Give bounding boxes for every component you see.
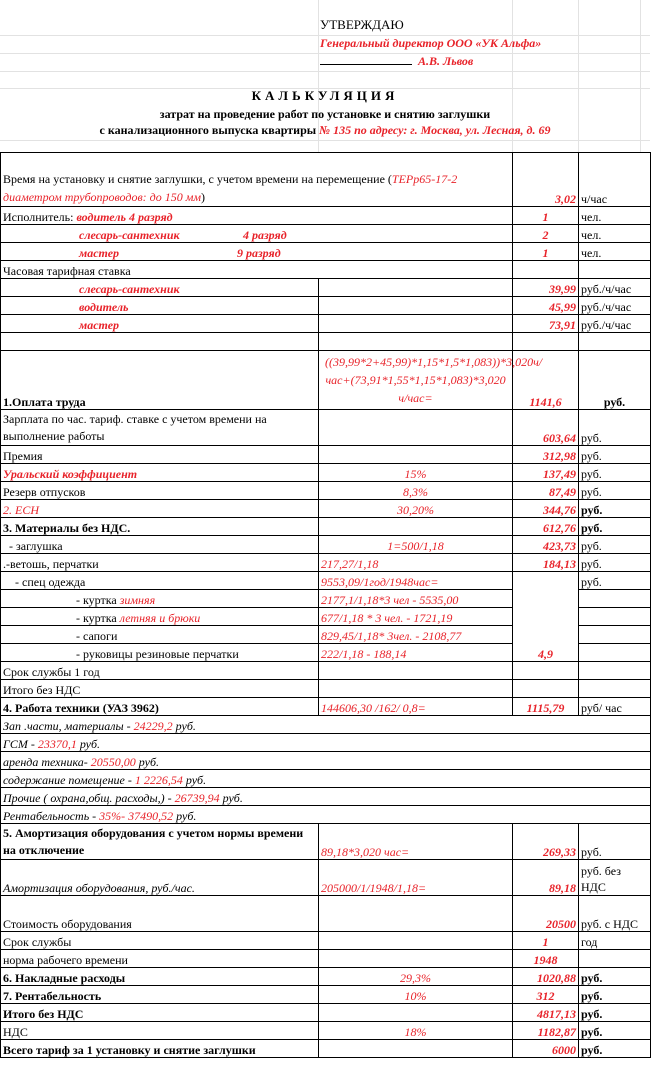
rate-driver-value: 45,99 (513, 297, 579, 315)
empty-cell (319, 297, 513, 315)
winter-jacket-prefix: - куртка (76, 593, 120, 607)
empty-cell (319, 680, 513, 698)
empty-cell (319, 518, 513, 536)
subtotal-label: Итого без НДС (1, 680, 319, 698)
executor-master-cell (1, 243, 513, 261)
empty-cell (319, 279, 513, 297)
table-row (1, 1022, 651, 1040)
plug-formula: 1=500/1,18 (319, 536, 513, 554)
unit-rub: руб. (579, 446, 651, 464)
service-life-label: Срок службы 1 год (1, 662, 319, 680)
table-row (1, 536, 651, 554)
unit-people: чел. (579, 207, 651, 225)
rate-label: Часовая тарифная ставка (1, 261, 513, 279)
unit-rub: руб. (579, 572, 651, 590)
gsm-line (1, 734, 651, 752)
equip-life-unit: год (579, 932, 651, 950)
machinery-unit: руб/ час (579, 698, 651, 716)
grand-total-value: 6000 (513, 1040, 579, 1058)
workwear-formula: 9553,09/1год/1948час= (319, 572, 513, 590)
boots-formula: 829,45/1,18* 3чел. - 2108,77 (319, 626, 513, 644)
empty-cell (319, 1040, 513, 1058)
gsm-label: ГСМ - (3, 737, 38, 751)
table-row (1, 500, 651, 518)
document-subtitle: затрат на проведение работ по установке и снятию заглушки (159, 107, 491, 121)
approval-signature (320, 52, 541, 70)
table-row (1, 896, 651, 932)
amort-rate-label: Амортизация оборудования, руб./час. (1, 860, 319, 896)
empty-cell (579, 626, 651, 644)
rent-value: 20550,00 (90, 755, 136, 769)
machinery-value: 1115,79 (513, 698, 579, 716)
other-line (1, 788, 651, 806)
equip-life-value: 1 (513, 932, 579, 950)
winter-jacket-label (1, 590, 319, 608)
time-close: ) (201, 190, 206, 204)
rate-master-value: 73,91 (513, 315, 579, 333)
executor-plumber-qty: 2 (513, 225, 579, 243)
table-row (1, 464, 651, 482)
unit-rub: руб. (579, 536, 651, 554)
executor-master: мастер (79, 246, 120, 260)
parts-line (1, 716, 651, 734)
table-row (1, 788, 651, 806)
table-row (1, 279, 651, 297)
machinery-formula: 144606,30 /162/ 0,8= (319, 698, 513, 716)
table-row (1, 734, 651, 752)
address-text: № 135 по адресу: г. Москва, ул. Лесная, д. 69 (319, 123, 551, 137)
esn-value: 344,76 (513, 500, 579, 518)
table-row (1, 225, 651, 243)
premises-label: содержание помещение - (3, 773, 135, 787)
empty-cell (513, 333, 579, 351)
rags-label: .-ветошь, перчатки (1, 554, 319, 572)
empty-cell (319, 315, 513, 333)
profit-label: Рентабельность - (3, 809, 100, 823)
plug-value: 423,73 (513, 536, 579, 554)
esn-percent: 30,20% (319, 500, 513, 518)
equip-cost-unit: руб. с НДС (579, 896, 651, 932)
pay-label: 1.Оплата труда (1, 351, 319, 410)
vacation-percent: 8,3% (319, 482, 513, 500)
executor-master-rank: 9 разряд (237, 246, 281, 260)
amort-formula: 89,18*3,020 час= (319, 824, 513, 860)
equip-life-label: Срок службы (1, 932, 319, 950)
table-row (1, 716, 651, 734)
table-row (1, 860, 651, 896)
unit-rub: руб. (579, 824, 651, 860)
equip-cost-label: Стоимость оборудования (1, 896, 319, 932)
document-title: КАЛЬКУЛЯЦИЯ (251, 88, 399, 103)
executor-plumber-cell (1, 225, 513, 243)
executor-plumber: слесарь-сантехник (79, 228, 180, 242)
table-row (1, 297, 651, 315)
other-label: Прочие ( охрана,общ. расходы,) - (3, 791, 175, 805)
approval-block (320, 16, 541, 70)
table-row (1, 315, 651, 333)
ural-label: Уральский коэффициент (1, 464, 319, 482)
executor-driver-qty: 1 (513, 207, 579, 225)
ural-value: 137,49 (513, 464, 579, 482)
table-row (1, 207, 651, 225)
empty-cell (319, 333, 513, 351)
empty-cell (319, 1004, 513, 1022)
summer-jacket-label (1, 608, 319, 626)
winter-jacket-type: зимняя (119, 593, 156, 607)
table-row (1, 770, 651, 788)
winter-jacket-formula: 2177,1/1,18*3 чел - 5535,00 (319, 590, 513, 608)
executor-plumber-rank: 4 разряд (243, 228, 287, 242)
unit-rub: руб. (579, 518, 651, 536)
table-row (1, 1040, 651, 1058)
profitability-value: 312 (513, 986, 579, 1004)
unit-rub: руб. (138, 755, 159, 769)
unit-rub: руб. (579, 464, 651, 482)
gridline (0, 140, 650, 141)
empty-cell (319, 896, 513, 932)
time-label-cell (1, 153, 513, 207)
table-row (1, 968, 651, 986)
premises-value: 1 2226,54 (134, 773, 183, 787)
workwear-value: 4,9 (513, 572, 579, 662)
gsm-value: 23370,1 (37, 737, 77, 751)
address-prefix: с канализационного выпуска квартиры (99, 123, 320, 137)
unit-rub: руб. (579, 1022, 651, 1040)
table-row (1, 662, 651, 680)
bonus-label: Премия (1, 446, 319, 464)
equip-cost-value: 20500 (513, 896, 579, 932)
unit-people: чел. (579, 225, 651, 243)
unit-rub: руб. (579, 410, 651, 446)
empty-cell (579, 261, 651, 279)
table-row (1, 932, 651, 950)
rate-driver: водитель (1, 297, 319, 315)
approval-position: Генеральный директор ООО «УК Альфа» (320, 36, 542, 50)
table-row (1, 824, 651, 860)
table-row (1, 986, 651, 1004)
total-value: 4817,13 (513, 1004, 579, 1022)
boots-label: - сапоги (1, 626, 319, 644)
vacation-label: Резерв отпусков (1, 482, 319, 500)
executor-driver-cell (1, 207, 513, 225)
unit-rub: руб. (222, 791, 243, 805)
vat-value: 1182,87 (513, 1022, 579, 1040)
unit-rub: руб. (579, 1040, 651, 1058)
unit-rub: руб. (579, 482, 651, 500)
table-row (1, 153, 651, 207)
time-label: Время на установку и снятие заглушки, с учетом времени на перемещение ( (3, 172, 392, 186)
unit-rub-h: руб./ч/час (579, 297, 651, 315)
empty-cell (319, 950, 513, 968)
empty-cell (513, 680, 579, 698)
table-row (1, 572, 651, 590)
other-value: 26739,94 (174, 791, 220, 805)
empty-cell (513, 261, 579, 279)
pay-unit: руб. (579, 351, 651, 410)
document-subtitle-address (0, 123, 650, 138)
summer-jacket-formula: 677/1,18 * 3 чел. - 1721,19 (319, 608, 513, 626)
table-row (1, 351, 651, 410)
grand-total-label: Всего тариф за 1 установку и снятие заглушки (1, 1040, 319, 1058)
empty-cell (579, 590, 651, 608)
overhead-label: 6. Накладные расходы (1, 968, 319, 986)
amort-label: 5. Амортизация оборудования с учетом нормы времени на отключение (1, 824, 319, 860)
pay-formula: ((39,99*2+45,99)*1,15*1,5*1,083))*3,020ч/час+(73,91*1,55*1,15*1,083)*3,020 ч/час= (319, 351, 513, 410)
rags-formula: 217,27/1,18 (319, 554, 513, 572)
materials-value: 612,76 (513, 518, 579, 536)
salary-label: Зарплата по час. тариф. ставке с учетом времени на выполнение работы (1, 410, 319, 446)
total-label: Итого без НДС (1, 1004, 319, 1022)
gloves-label: - руковицы резиновые перчатки (1, 644, 319, 662)
time-reference: ТЕРр65-17-2 диаметром трубопроводов: до 150 мм (3, 172, 458, 204)
profit-line (1, 806, 651, 824)
table-row (1, 698, 651, 716)
table-row (1, 806, 651, 824)
approval-heading: УТВЕРЖДАЮ (320, 17, 404, 32)
machinery-label: 4. Работа техники (УАЗ 3962) (1, 698, 319, 716)
executor-driver: водитель 4 разряд (76, 210, 173, 224)
premises-line (1, 770, 651, 788)
empty-cell (579, 333, 651, 351)
rate-master: мастер (1, 315, 319, 333)
table-row (1, 446, 651, 464)
rate-plumber-value: 39,99 (513, 279, 579, 297)
workwear-label: - спец одежда (1, 572, 319, 590)
overhead-value: 1020,88 (513, 968, 579, 986)
empty-cell (579, 608, 651, 626)
pay-value: 1141,6 (513, 351, 579, 410)
norm-label: норма рабочего времени (1, 950, 319, 968)
salary-value: 603,64 (513, 410, 579, 446)
amort-value: 269,33 (513, 824, 579, 860)
parts-value: 24229,2 (133, 719, 173, 733)
approver-name: А.В. Львов (418, 54, 474, 68)
calculation-table (0, 152, 651, 1058)
unit-rub: руб. (579, 554, 651, 572)
empty-cell (319, 662, 513, 680)
vacation-value: 87,49 (513, 482, 579, 500)
rags-value: 184,13 (513, 554, 579, 572)
table-row (1, 1004, 651, 1022)
executor-label: Исполнитель: (3, 210, 77, 224)
empty-cell (319, 410, 513, 446)
gridline (0, 71, 650, 72)
time-unit: ч/час (579, 153, 651, 207)
table-row (1, 482, 651, 500)
unit-rub: руб. (185, 773, 207, 787)
table-row (1, 518, 651, 536)
table-row (1, 752, 651, 770)
summer-jacket-type: летняя и брюки (119, 611, 201, 625)
vat-percent: 18% (319, 1022, 513, 1040)
plug-label: - заглушка (1, 536, 319, 554)
empty-cell (513, 662, 579, 680)
materials-label: 3. Материалы без НДС. (1, 518, 319, 536)
signature-line (320, 53, 412, 65)
bonus-value: 312,98 (513, 446, 579, 464)
unit-rub: руб. (579, 1004, 651, 1022)
esn-label: 2. ЕСН (1, 500, 319, 518)
empty-cell (579, 662, 651, 680)
summer-jacket-prefix: - куртка (76, 611, 120, 625)
empty-cell (579, 680, 651, 698)
executor-master-qty: 1 (513, 243, 579, 261)
unit-rub: руб. (579, 968, 651, 986)
vat-label: НДС (1, 1022, 319, 1040)
table-row (1, 950, 651, 968)
empty-cell (579, 644, 651, 662)
empty-cell (579, 950, 651, 968)
table-row (1, 243, 651, 261)
time-value: 3,02 (513, 153, 579, 207)
unit-rub: руб. (79, 737, 101, 751)
gloves-formula: 222/1,18 - 188,14 (319, 644, 513, 662)
parts-label: Зап .части, материалы - (3, 719, 134, 733)
rent-line (1, 752, 651, 770)
unit-rub: руб. (175, 719, 196, 733)
empty-cell (319, 446, 513, 464)
unit-rub: руб. (579, 986, 651, 1004)
table-row (1, 554, 651, 572)
profit-value: 35%- 37490,52 (99, 809, 174, 823)
table-row (1, 410, 651, 446)
table-row (1, 680, 651, 698)
profitability-label: 7. Рентабельность (1, 986, 319, 1004)
amort-rate-unit: руб. без НДС (579, 860, 651, 896)
amort-rate-formula: 205000/1/1948/1,18= (319, 860, 513, 896)
unit-rub: руб. (579, 500, 651, 518)
unit-people: чел. (579, 243, 651, 261)
profitability-percent: 10% (319, 986, 513, 1004)
unit-rub-h: руб./ч/час (579, 279, 651, 297)
overhead-percent: 29,3% (319, 968, 513, 986)
table-row (1, 333, 651, 351)
amort-rate-value: 89,18 (513, 860, 579, 896)
unit-rub: руб. (176, 809, 197, 823)
rent-label: аренда техника- (3, 755, 91, 769)
rate-plumber: слесарь-сантехник (1, 279, 319, 297)
norm-value: 1948 (513, 950, 579, 968)
ural-percent: 15% (319, 464, 513, 482)
empty-cell (319, 932, 513, 950)
unit-rub-h: руб./ч/час (579, 315, 651, 333)
empty-cell (1, 333, 319, 351)
table-row (1, 261, 651, 279)
